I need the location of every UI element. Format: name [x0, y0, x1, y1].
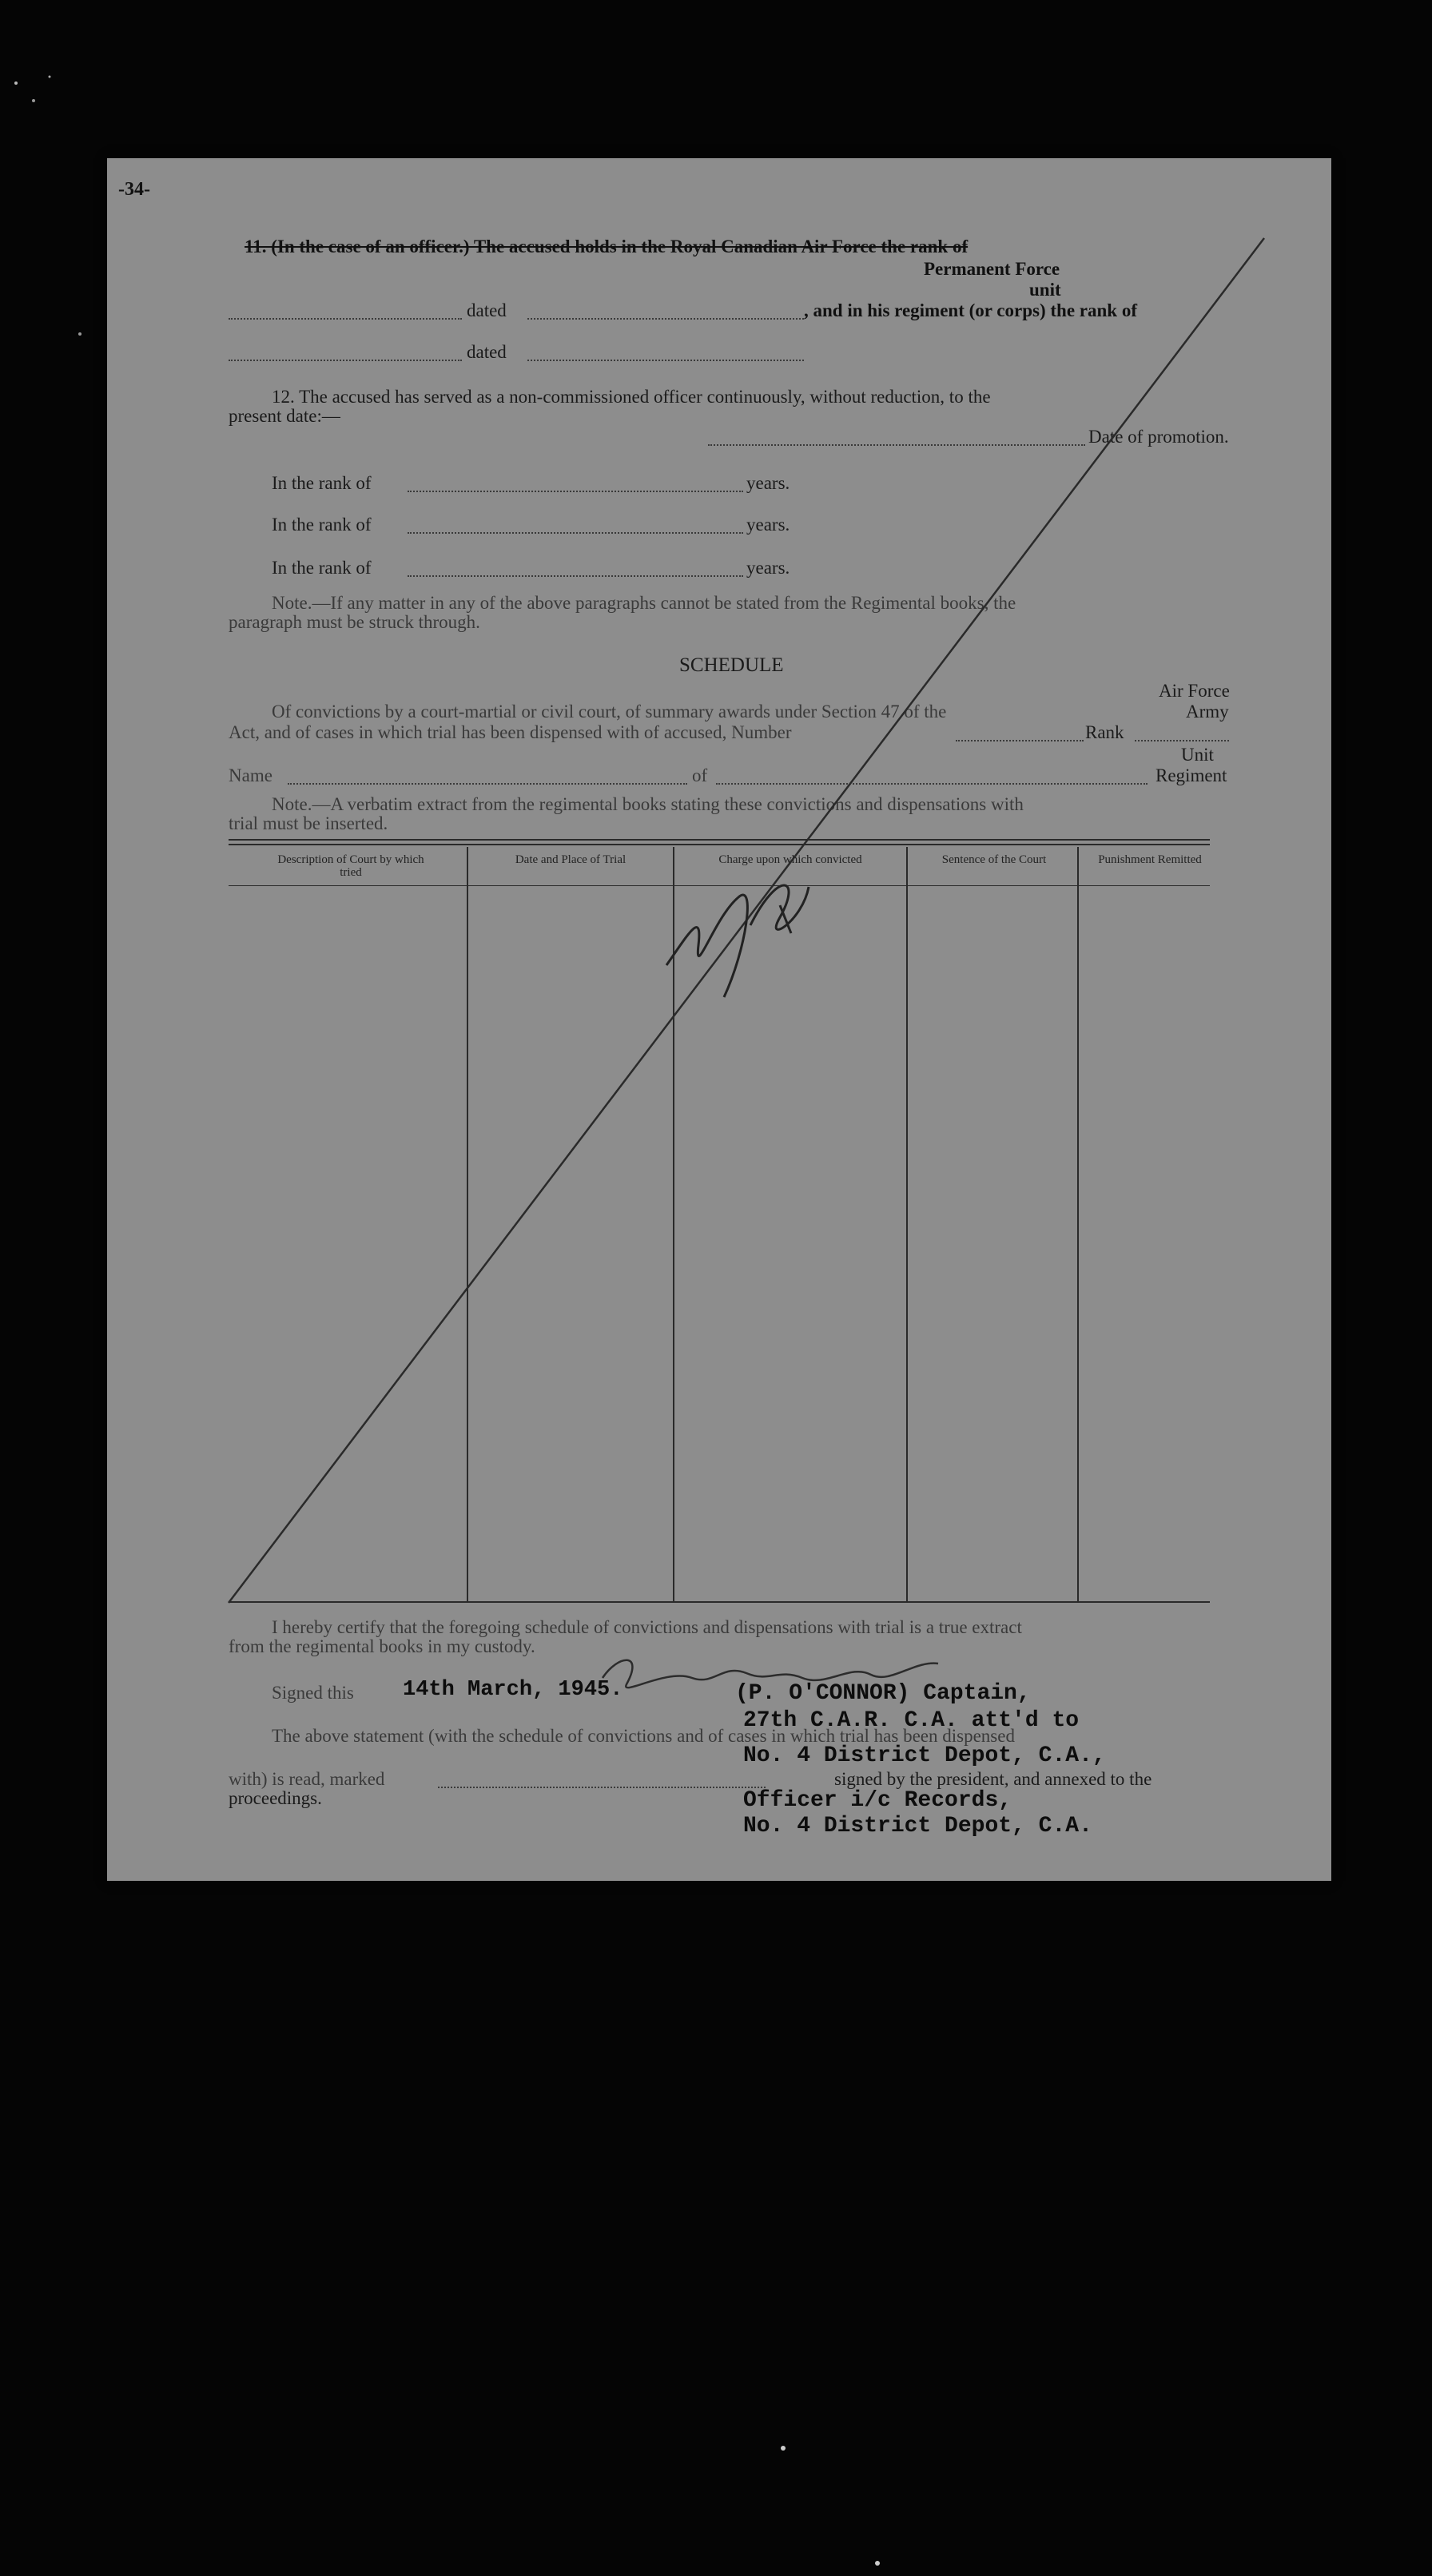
note1-line2: paragraph must be struck through. [229, 612, 480, 632]
rank-row-suffix: years. [746, 558, 790, 578]
column-header-punishment-remitted: Punishment Remitted [1098, 853, 1202, 866]
name-label: Name [229, 765, 272, 785]
schedule-line2: Act, and of cases in which trial has been dispensed with of accused, Number [229, 722, 792, 742]
rank-row-suffix: years. [746, 473, 790, 493]
typed-date: 14th March, 1945. [403, 1678, 623, 1702]
rank-row-suffix: years. [746, 515, 790, 535]
schedule-heading: SCHEDULE [679, 654, 784, 676]
regiment-label: Regiment [1156, 765, 1227, 785]
typed-line3: No. 4 District Depot, C.A., [743, 1743, 1106, 1768]
column-header-sentence: Sentence of the Court [941, 853, 1047, 866]
page-number: -34- [118, 179, 150, 200]
permanent-force-label: Permanent Force [924, 259, 1060, 279]
of-label: of [692, 765, 708, 785]
para11-struck-text: 11. (In the case of an officer.) The accused holds in the Royal Canadian Air Force the rank of [245, 237, 969, 256]
column-header-court: Description of Court by which tried [277, 853, 424, 879]
handwritten-initials [666, 885, 809, 997]
rank-label: Rank [1085, 722, 1124, 742]
typed-officer: (P. O'CONNOR) Captain, [735, 1681, 1031, 1706]
unit-label: unit [1029, 280, 1061, 300]
air-force-label: Air Force [1159, 681, 1230, 701]
unit-label: Unit [1181, 745, 1214, 765]
dated-label-2: dated [467, 342, 507, 362]
schedule-note-line1: Note.—A verbatim extract from the regimental books stating these convictions and dispensations with [272, 794, 1024, 814]
column-header-date-place: Date and Place of Trial [515, 853, 626, 866]
typed-line4: Officer i/c Records, [743, 1788, 1012, 1813]
signed-this-label: Signed this [272, 1683, 354, 1703]
handwritten-marks [107, 158, 1331, 1881]
schedule-note-line2: trial must be inserted. [229, 813, 388, 833]
document-page [107, 158, 1331, 1881]
rank-row-label: In the rank of [272, 473, 372, 493]
date-of-promotion-label: Date of promotion. [1088, 427, 1229, 447]
schedule-line1: Of convictions by a court-martial or civil court, of summary awards under Section 47 of the [272, 702, 947, 722]
column-header-charge: Charge upon which convicted [718, 853, 862, 866]
para12-line2: present date:— [229, 406, 340, 426]
statement-line1: The above statement (with the schedule of convictions and of cases in which trial has been dispensed [272, 1726, 1015, 1746]
certify-line1: I hereby certify that the foregoing schedule of convictions and dispensations with trial is a true extract [272, 1617, 1022, 1637]
certify-line2: from the regimental books in my custody. [229, 1636, 535, 1656]
para12-line1: 12. The accused has served as a non-commissioned officer continuously, without reduction, to the [272, 387, 991, 407]
statement-line2a: with) is read, marked [229, 1769, 385, 1789]
typed-line5: No. 4 District Depot, C.A. [743, 1814, 1092, 1839]
handwritten-signature [603, 1660, 938, 1688]
typed-line2: 27th C.A.R. C.A. att'd to [743, 1708, 1080, 1733]
dated-label: dated [467, 300, 507, 320]
regiment-rank-text: , and in his regiment (or corps) the rank of [804, 300, 1137, 320]
statement-line2b: signed by the president, and annexed to the [834, 1769, 1152, 1789]
note1-line1: Note.—If any matter in any of the above paragraphs cannot be stated from the Regimental books, the [272, 593, 1016, 613]
statement-line3: proceedings. [229, 1788, 322, 1808]
rank-row-label: In the rank of [272, 558, 372, 578]
rank-row-label: In the rank of [272, 515, 372, 535]
army-label: Army [1186, 702, 1229, 722]
